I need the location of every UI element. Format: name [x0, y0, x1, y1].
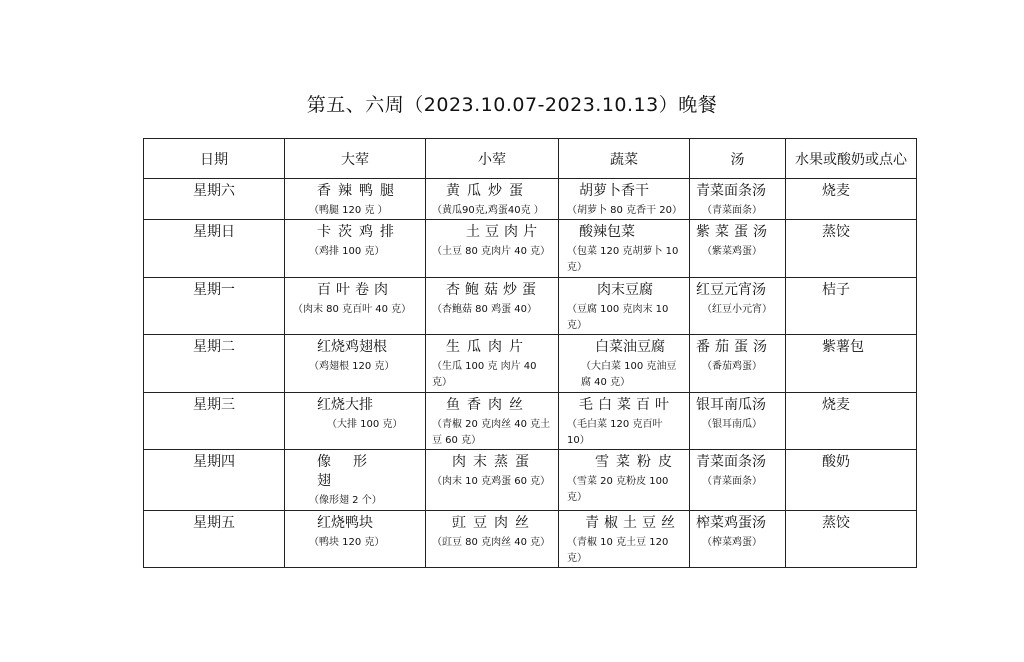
- table-row: [144, 220, 917, 277]
- header-extra: 水果或酸奶或点心: [786, 139, 917, 179]
- vegetable-note: （雪菜 20 克粉皮 100 克）: [567, 476, 669, 504]
- table-header-row: [144, 139, 917, 179]
- small-dish-note: （杏鲍菇 80 鸡蛋 40）: [432, 303, 537, 315]
- header-small-dish: 小荤: [426, 139, 559, 179]
- header-vegetable: 蔬菜: [559, 139, 690, 179]
- main-dish-name: 红烧鸡翅根: [317, 339, 387, 356]
- main-dish-note: （鸡翅根 120 克）: [309, 361, 395, 373]
- table-row: [144, 335, 917, 392]
- extra-name: 烧麦: [822, 183, 850, 199]
- soup-note: （番茄鸡蛋）: [702, 361, 762, 373]
- vegetable-cell: [559, 220, 690, 277]
- vegetable-note: （青椒 10 克土豆 120 克）: [567, 536, 669, 564]
- day-cell: 星期四: [144, 450, 285, 510]
- soup-note: （紫菜鸡蛋）: [702, 246, 762, 258]
- main-dish-cell: [285, 179, 426, 220]
- day-cell: 星期五: [144, 510, 285, 567]
- vegetable-name: 雪菜粉皮: [595, 454, 679, 471]
- soup-name: 银耳南瓜汤: [696, 396, 766, 413]
- extra-cell: [786, 450, 917, 510]
- table-row: [144, 179, 917, 220]
- header-date: 日期: [144, 139, 285, 179]
- extra-cell: [786, 220, 917, 277]
- vegetable-name: 白菜油豆腐: [595, 339, 665, 356]
- soup-name: 榨菜鸡蛋汤: [696, 514, 766, 531]
- vegetable-note: （胡萝卜 80 克香干 20）: [567, 205, 682, 216]
- day-cell: 星期三: [144, 392, 285, 449]
- small-dish-cell: [426, 179, 559, 220]
- extra-name: 蒸饺: [822, 514, 850, 531]
- vegetable-name: 肉末豆腐: [597, 281, 653, 298]
- vegetable-note: （毛白菜 120 克百叶 10）: [567, 418, 663, 446]
- vegetable-name: 酸辣包菜: [579, 224, 635, 241]
- day-cell: 星期六: [144, 179, 285, 220]
- soup-cell: [690, 450, 786, 510]
- soup-name: 红豆元宵汤: [696, 281, 766, 298]
- table-row: [144, 277, 917, 334]
- vegetable-name: 青椒土豆丝: [585, 514, 680, 531]
- soup-cell: [690, 510, 786, 567]
- soup-cell: [690, 220, 786, 277]
- main-dish-note: （肉末 80 克百叶 40 克）: [293, 303, 412, 315]
- vegetable-cell: [559, 510, 690, 567]
- small-dish-cell: [426, 220, 559, 277]
- small-dish-name: 土豆肉片: [466, 224, 542, 241]
- small-dish-cell: [426, 277, 559, 334]
- extra-name: 紫薯包: [822, 339, 864, 356]
- soup-cell: [690, 392, 786, 449]
- main-dish-cell: [285, 450, 426, 510]
- vegetable-name: 毛白菜百叶: [579, 396, 674, 413]
- main-dish-cell: [285, 335, 426, 392]
- main-dish-cell: [285, 510, 426, 567]
- header-main-dish: 大荤: [285, 139, 426, 179]
- small-dish-note: （豇豆 80 克肉丝 40 克）: [432, 536, 551, 548]
- main-dish-name: 香辣鸭腿: [317, 183, 401, 199]
- table-row: [144, 450, 917, 510]
- soup-name: 青菜面条汤: [696, 183, 766, 199]
- extra-cell: [786, 277, 917, 334]
- main-dish-name: 红烧大排: [317, 396, 373, 413]
- small-dish-note: （黄瓜90克,鸡蛋40克 ）: [432, 205, 544, 216]
- vegetable-note: （豆腐 100 克肉末 10 克）: [567, 303, 669, 331]
- small-dish-note: （肉末 10 克鸡蛋 60 克）: [432, 476, 551, 488]
- day-cell: 星期日: [144, 220, 285, 277]
- vegetable-cell: [559, 392, 690, 449]
- small-dish-name: 杏鲍菇炒蛋: [446, 281, 541, 298]
- small-dish-name: 黄瓜炒蛋: [446, 183, 530, 199]
- main-dish-note: （像形翅 2 个）: [309, 495, 382, 507]
- day-cell: 星期一: [144, 277, 285, 334]
- main-dish-cell: [285, 277, 426, 334]
- main-dish-note: （鸡排 100 克）: [309, 246, 385, 258]
- small-dish-cell: [426, 510, 559, 567]
- soup-cell: [690, 179, 786, 220]
- small-dish-note: （青椒 20 克肉丝 40 克土豆 60 克）: [432, 418, 551, 446]
- vegetable-cell: [559, 277, 690, 334]
- main-dish-note: （大排 100 克）: [327, 418, 403, 430]
- soup-name: 紫菜蛋汤: [696, 224, 772, 241]
- extra-cell: [786, 510, 917, 567]
- small-dish-name: 生瓜肉片: [446, 339, 530, 356]
- small-dish-cell: [426, 335, 559, 392]
- main-dish-name: 卡茨鸡排: [317, 224, 401, 241]
- extra-cell: [786, 179, 917, 220]
- soup-note: （红豆小元宵）: [702, 303, 772, 315]
- vegetable-name: 胡萝卜香干: [579, 183, 649, 199]
- small-dish-name: 豇豆肉丝: [452, 514, 536, 531]
- vegetable-note: （大白菜 100 克油豆腐 40 克）: [581, 361, 677, 389]
- soup-note: （青菜面条）: [702, 205, 762, 216]
- small-dish-name: 肉末蒸蛋: [452, 454, 536, 471]
- soup-name: 番茄蛋汤: [696, 339, 772, 356]
- main-dish-cell: [285, 220, 426, 277]
- vegetable-cell: [559, 450, 690, 510]
- main-dish-name: 百叶卷肉: [317, 281, 393, 298]
- page-title: 第五、六周（2023.10.07-2023.10.13）晚餐: [306, 94, 718, 116]
- small-dish-cell: [426, 450, 559, 510]
- extra-name: 蒸饺: [822, 224, 850, 241]
- small-dish-note: （土豆 80 克肉片 40 克）: [432, 246, 551, 258]
- vegetable-cell: [559, 179, 690, 220]
- extra-cell: [786, 392, 917, 449]
- table-row: [144, 392, 917, 449]
- main-dish-name: 像形翅: [317, 454, 389, 490]
- extra-name: 烧麦: [822, 396, 850, 413]
- extra-name: 酸奶: [822, 454, 850, 471]
- small-dish-cell: [426, 392, 559, 449]
- menu-table: [143, 138, 917, 568]
- soup-note: （青菜面条）: [702, 476, 762, 488]
- main-dish-name: 红烧鸭块: [317, 514, 373, 531]
- table-row: [144, 510, 917, 567]
- main-dish-note: （鸭块 120 克）: [309, 536, 385, 548]
- soup-note: （榨菜鸡蛋）: [702, 536, 762, 548]
- vegetable-note: （包菜 120 克胡萝卜 10 克）: [567, 246, 679, 274]
- main-dish-note: （鸭腿 120 克 ）: [309, 205, 388, 216]
- small-dish-note: （生瓜 100 克 肉片 40 克）: [432, 361, 537, 389]
- small-dish-name: 鱼香肉丝: [446, 396, 530, 413]
- extra-cell: [786, 335, 917, 392]
- soup-cell: [690, 277, 786, 334]
- extra-name: 桔子: [822, 281, 850, 298]
- main-dish-cell: [285, 392, 426, 449]
- day-cell: 星期二: [144, 335, 285, 392]
- vegetable-cell: [559, 335, 690, 392]
- soup-name: 青菜面条汤: [696, 454, 766, 471]
- soup-cell: [690, 335, 786, 392]
- soup-note: （银耳南瓜）: [702, 418, 762, 430]
- header-soup: 汤: [690, 139, 786, 179]
